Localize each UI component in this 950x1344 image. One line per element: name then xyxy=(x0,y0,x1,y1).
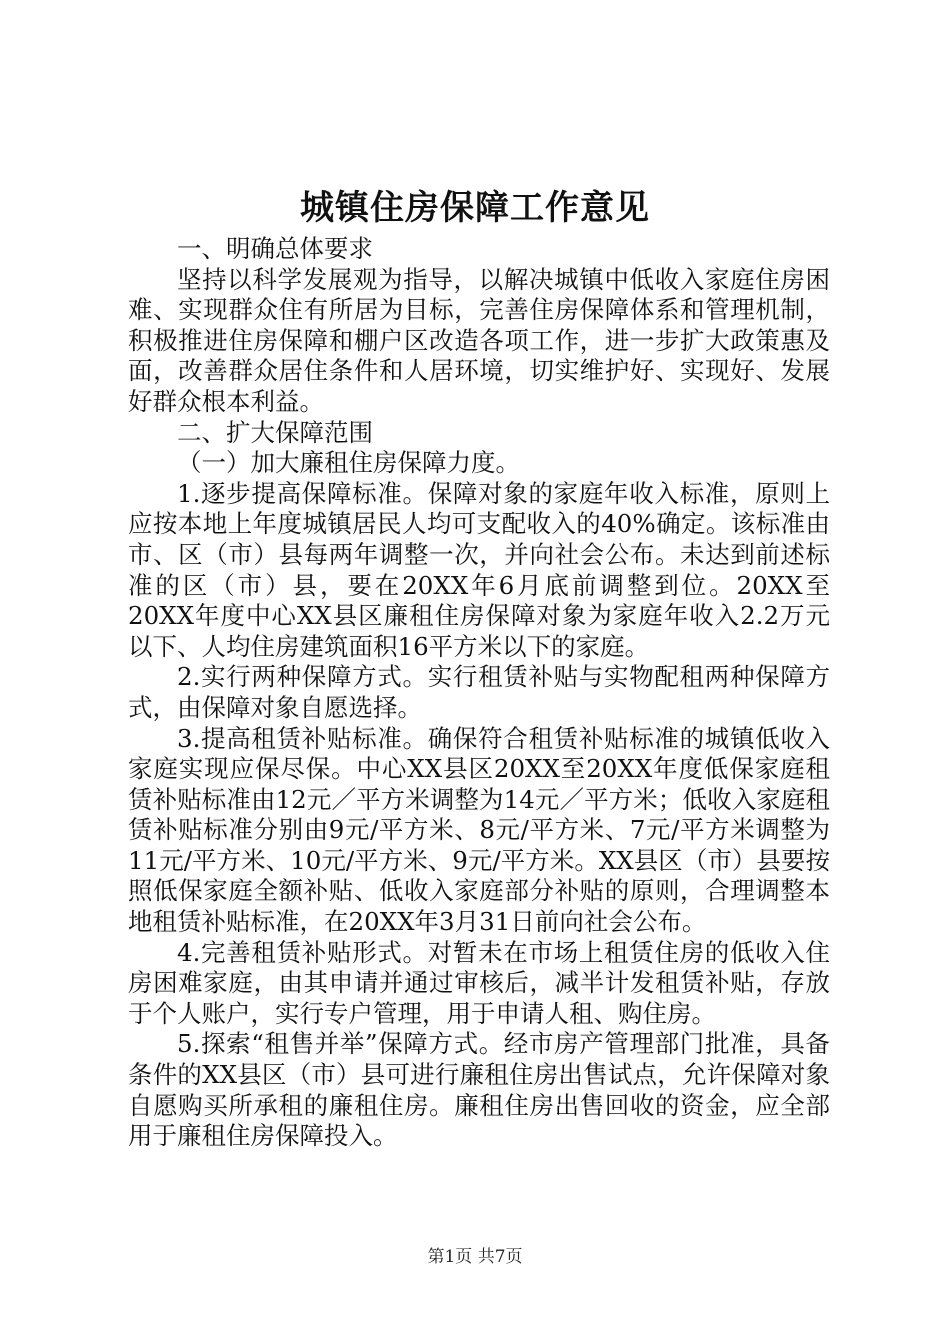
paragraph: 坚持以科学发展观为指导，以解决城镇中低收入家庭住房困难、实现群众住有所居为目标，完善住房保障体系和管理机制，积极推进住房保障和棚户区改造各项工作，进一步扩大政策惠及面，改善群众居住条件和人居环境，切实维护好、实现好、发展好群众根本利益。 xyxy=(128,264,830,416)
document-body xyxy=(128,234,830,1152)
subsection-heading: （一）加大廉租住房保障力度。 xyxy=(177,448,520,478)
paragraph: 3.提高租赁补贴标准。确保符合租赁补贴标准的城镇低收入家庭实现应保尽保。中心XX县区20XX至20XX年度低保家庭租赁补贴标准由12元／平方米调整为14元／平方米；低收入家庭租赁补贴标准分别由9元/平方米、8元/平方米、7元/平方米调整为11元/平方米、10元/平方米、9元/平方米。XX县区（市）县要按照低保家庭全额补贴、低收入家庭部分补贴的原则，合理调整本地租赁补贴标准，在20XX年3月31日前向社会公布。 xyxy=(128,723,830,937)
paragraph: 5.探索“租售并举”保障方式。经市房产管理部门批准，具备条件的XX县区（市）县可进行廉租住房出售试点，允许保障对象自愿购买所承租的廉租住房。廉租住房出售回收的资金，应全部用于廉租住房保障投入。 xyxy=(128,1029,830,1151)
paragraph: 1.逐步提高保障标准。保障对象的家庭年收入标准，原则上应按本地上年度城镇居民人均可支配收入的40%确定。该标准由市、区（市）县每两年调整一次，并向社会公布。未达到前述标准的区（市）县，要在20XX年6月底前调整到位。20XX至20XX年度中心XX县区廉租住房保障对象为家庭年收入2.2万元以下、人均住房建筑面积16平方米以下的家庭。 xyxy=(128,478,830,661)
paragraph: 2.实行两种保障方式。实行租赁补贴与实物配租两种保障方式，由保障对象自愿选择。 xyxy=(128,662,830,722)
page-number-footer: 第1页 共7页 xyxy=(427,1247,523,1267)
section-heading: 一、明确总体要求 xyxy=(177,234,373,263)
document-title: 城镇住房保障工作意见 xyxy=(300,188,650,228)
paragraph: 4.完善租赁补贴形式。对暂未在市场上租赁住房的低收入住房困难家庭，由其申请并通过审核后，减半计发租赁补贴，存放于个人账户，实行专户管理，用于申请人租、购住房。 xyxy=(128,937,830,1028)
section-heading: 二、扩大保障范围 xyxy=(177,417,373,447)
